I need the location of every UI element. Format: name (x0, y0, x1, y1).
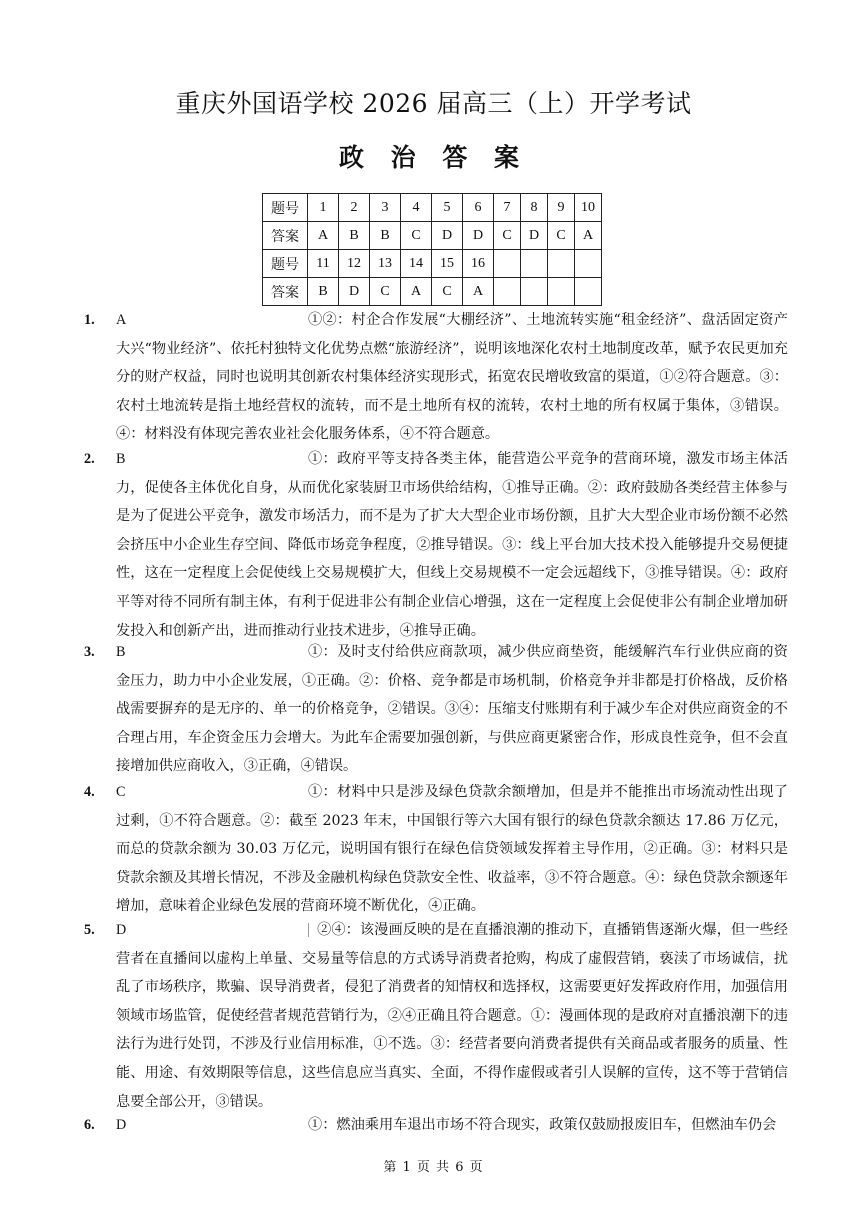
answer-table-cell (521, 250, 548, 278)
answer-table-cell: 7 (494, 194, 521, 222)
question-number: 6. (84, 1117, 95, 1133)
question-explanation: ①：政府平等支持各类主体，能营造公平竞争的营商环境，激发市场主体活力，促使各主体优化自身，从而优化家装厨卫市场供给结构，①推导正确。②：政府鼓励各类经营主体参与是为了促进公平竞争，激发市场活力，而不是为了扩大大型企业市场份额，且扩大大型企业市场份额不必然会挤压中小企业生存空间、降低市场竞争程度，②推导错误。③：线上平台加大技术投入能够提升交易便捷性，这在一定程度上会促使线上交易规模扩大，但线上交易规模不一定会远超线下，③推导错误。④：政府平等对待不同所有制主体，有利于促进非公有制企业信心增强，这在一定程度上会促使非公有制企业增加研发投入和创新产出，进而推动行业技术进步，④推导正确。 (116, 451, 788, 639)
answer-table-cell: 9 (548, 194, 575, 222)
question-explanation-text: ②④：该漫画反映的是在直播浪潮的推动下，直播销售逐渐火爆，但一些经营者在直播间以虚构上单量、交易量等信息的方式诱导消费者抢购，构成了虚假营销，亵渎了市场诚信，扰乱了市场秩序，欺骗、误导消费者，侵犯了消费者的知情权和选择权，这需要更好发挥政府作用，加强信用领域市场监管，促使经营者规范营销行为，②④正确且符合题意。①：漫画体现的是政府对直播浪潮下的违法行为进行处罚，不涉及行业信用标准，①不选。③：经营者要向消费者提供有关商品或者服务的质量、性能、用途、有效期限等信息，这些信息应当真实、全面，不得作虚假或者引人误解的宣传，这不等于营销信息要全部公开，③错误。 (116, 922, 788, 1110)
answer-table-row (263, 278, 602, 306)
answer-table-row (263, 250, 602, 278)
question-2 (84, 445, 788, 645)
question-explanation: ①②：村企合作发展“大棚经济”、土地流转实施“租金经济”、盘活固定资产大兴“物业经济”、依托村独特文化优势点燃“旅游经济”，说明该地深化农村土地制度改革，赋予农民更加充分的财产权益，同时也说明其创新农村集体经济实现形式，拓宽农民增收致富的渠道，①②符合题意。③：农村土地流转是指土地经营权的流转，而不是土地所有权的流转，农村土地的所有权属于集体，③错误。④：材料没有体现完善农业社会化服务体系，④不符合题意。 (116, 312, 788, 443)
answer-table-cell: A (463, 278, 494, 306)
question-number: 3. (84, 644, 95, 660)
answer-table-cell: 15 (432, 250, 463, 278)
question-number: 1. (84, 312, 95, 328)
answer-table-cell: 11 (308, 250, 339, 278)
question-explanation: ①：燃油乘用车退出市场不符合现实，政策仅鼓励报废旧车，但燃油车仍会 (308, 1117, 777, 1133)
question-number: 2. (84, 451, 95, 467)
answer-table-cell (575, 278, 602, 306)
answer-table-cell: 4 (401, 194, 432, 222)
answer-table-cell: B (339, 222, 370, 250)
question-explanation: ①：材料中只是涉及绿色贷款余额增加，但是并不能推出市场流动性出现了过剩，①不符合题意。②：截至 2023 年末，中国银行等六大国有银行的绿色贷款余额达 17.86 万亿元，而总的贷款余额为 30.03 万亿元，说明国有银行在绿色信贷领域发挥着主导作用，②正确。③：材料只是贷款余额及其增长情况，不涉及金融机构绿色贷款安全性、收益率，③不符合题意。④：绿色贷款余额逐年增加，意味着企业绿色发展的营商环境不断优化，④正确。 (116, 784, 788, 915)
question-4 (84, 778, 788, 921)
answer-table-cell: 12 (339, 250, 370, 278)
answer-table-cell: C (370, 278, 401, 306)
answer-table-cell (548, 250, 575, 278)
answer-table-cell: D (463, 222, 494, 250)
answer-table-cell: 13 (370, 250, 401, 278)
answer-table-cell: D (432, 222, 463, 250)
question-answer: A (116, 312, 127, 328)
answer-table-cell: 6 (463, 194, 494, 222)
answer-table-cell: 1 (308, 194, 339, 222)
question-5 (84, 916, 788, 1116)
question-3 (84, 638, 788, 781)
answer-table-header-cell: 答案 (263, 222, 308, 250)
answer-table-header-cell: 题号 (263, 250, 308, 278)
answer-table-cell: D (339, 278, 370, 306)
answer-table-cell: 2 (339, 194, 370, 222)
answer-table-cell (494, 250, 521, 278)
answer-table-cell: C (401, 222, 432, 250)
answer-table-cell: C (432, 278, 463, 306)
answer-heading: 政 治 答 案 (338, 143, 529, 172)
answer-table-cell: 3 (370, 194, 401, 222)
question-answer: C (116, 784, 126, 800)
question-number: 5. (84, 922, 95, 938)
answer-table (262, 193, 602, 306)
question-explanation (84, 916, 788, 1116)
question-6 (84, 1111, 788, 1140)
question-number: 4. (84, 784, 95, 800)
answer-table-header-cell: 题号 (263, 194, 308, 222)
answer-table-row (263, 222, 602, 250)
answer-table-header-cell: 答案 (263, 278, 308, 306)
answer-table-row (263, 194, 602, 222)
answer-table-cell: A (308, 222, 339, 250)
question-explanation: ①：及时支付给供应商款项，减少供应商垫资，能缓解汽车行业供应商的资金压力，助力中小企业发展，①正确。②：价格、竞争都是市场机制，价格竞争并非都是打价格战，反价格战需要摒弃的是无序的、单一的价格竞争，②错误。③④：压缩支付账期有利于减少车企对供应商资金的不合理占用，车企资金压力会增大。为此车企需要加强创新，与供应商更紧密合作，形成良性竞争，但不会直接增加供应商收入，③正确，④错误。 (116, 644, 788, 775)
answer-table-cell (521, 278, 548, 306)
answer-table-cell: C (494, 222, 521, 250)
answer-table-cell: B (308, 278, 339, 306)
answer-table-cell: 14 (401, 250, 432, 278)
question-answer: B (116, 644, 126, 660)
answer-table-cell (548, 278, 575, 306)
scan-mark (308, 923, 309, 937)
answer-table-cell: 16 (463, 250, 494, 278)
answer-table-cell: C (548, 222, 575, 250)
answer-table-cell: 5 (432, 194, 463, 222)
page-footer: 第 1 页 共 6 页 (383, 1160, 484, 1175)
question-answer: D (116, 1117, 127, 1133)
question-answer: D (116, 922, 127, 938)
answer-table-cell: 8 (521, 194, 548, 222)
answer-table-cell: A (401, 278, 432, 306)
answer-table-cell: A (575, 222, 602, 250)
answer-table-cell: D (521, 222, 548, 250)
answer-table-cell (494, 278, 521, 306)
question-1 (84, 306, 788, 449)
answer-table-cell (575, 250, 602, 278)
exam-title: 重庆外国语学校 2026 届高三（上）开学考试 (175, 89, 692, 118)
answer-table-cell: 10 (575, 194, 602, 222)
question-answer: B (116, 451, 126, 467)
answer-table-cell: B (370, 222, 401, 250)
